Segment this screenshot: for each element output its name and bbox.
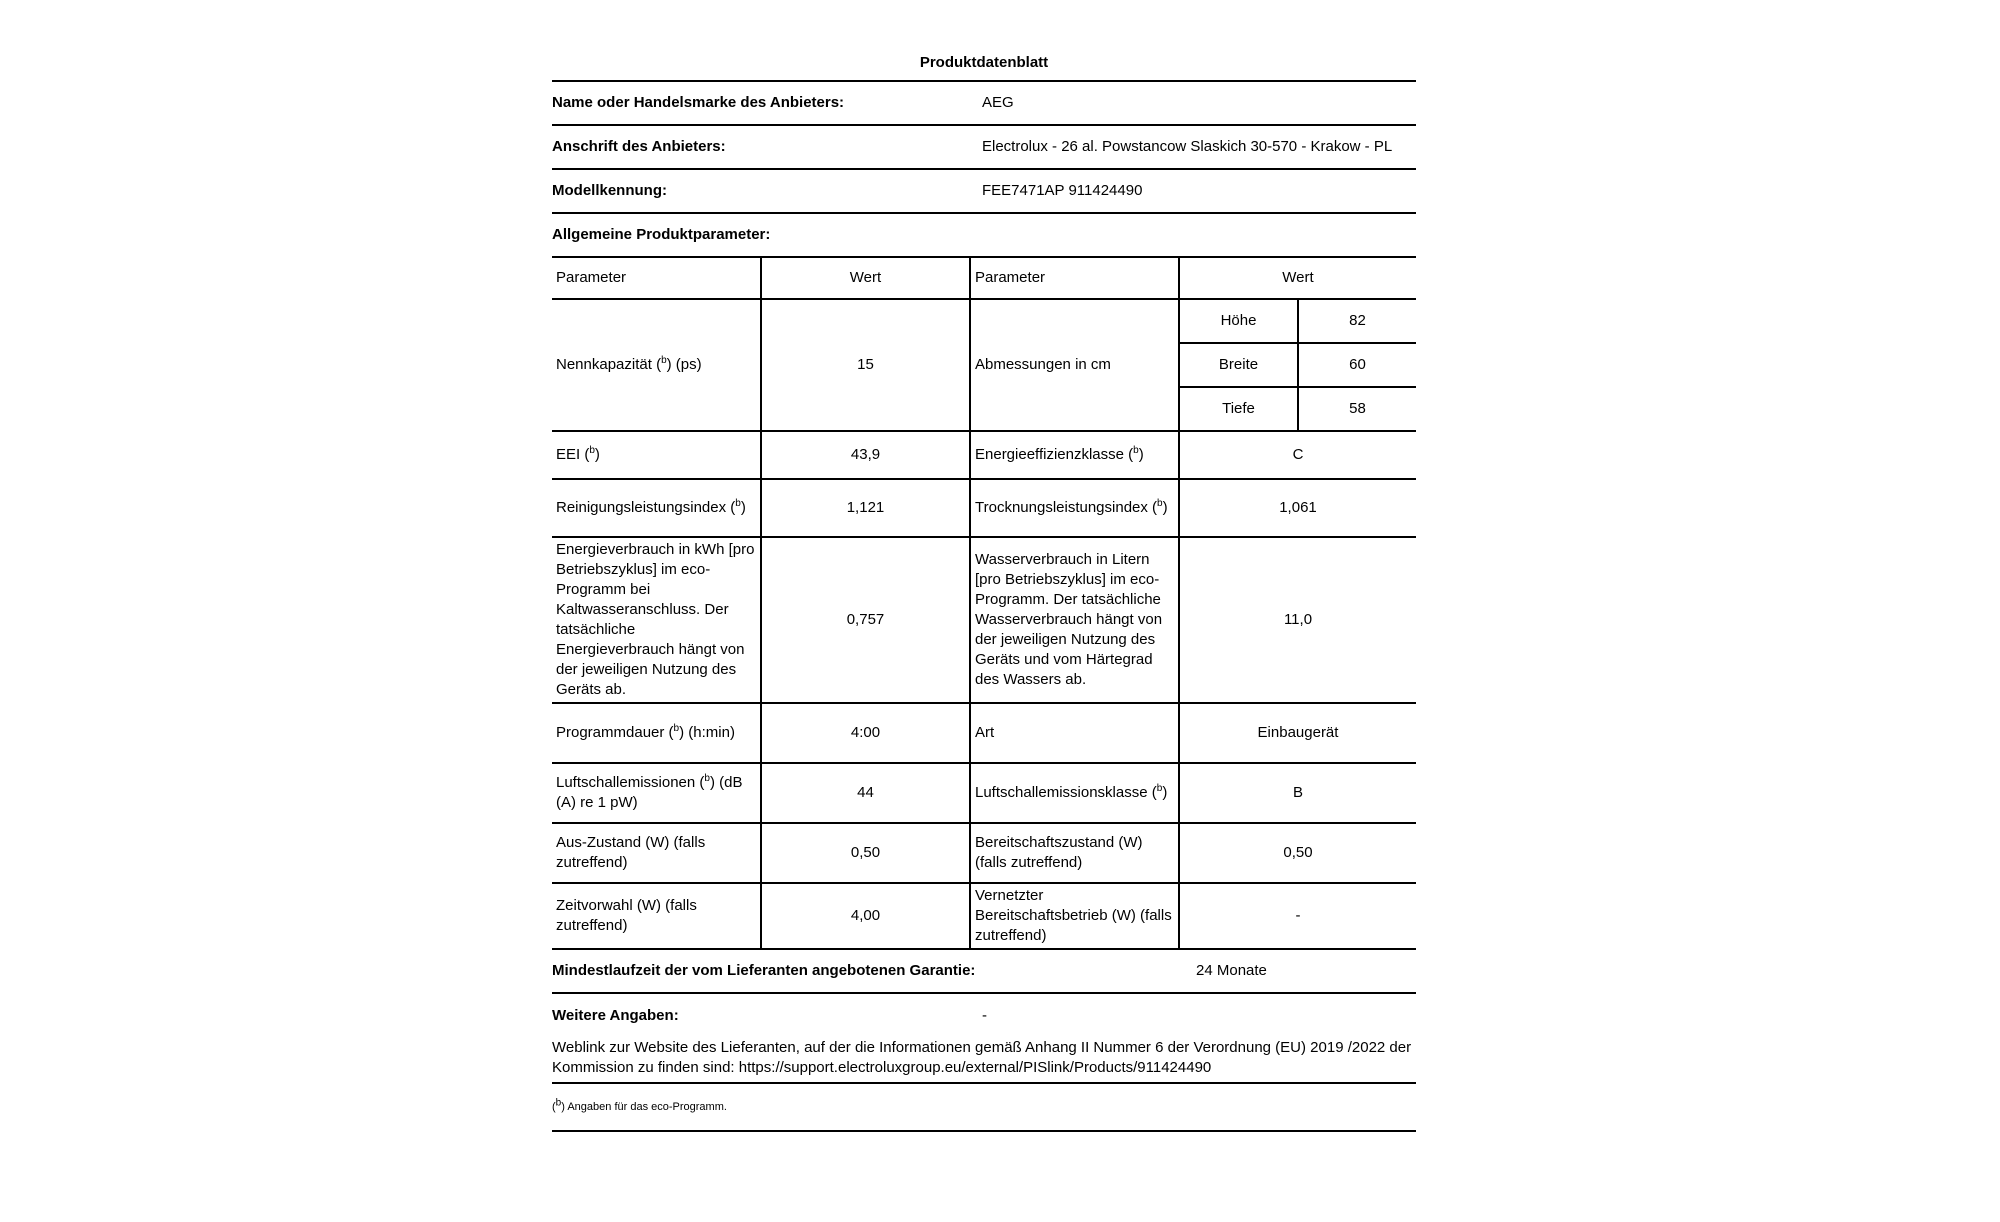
more-info-label: Weitere Angaben: [552, 1007, 679, 1024]
delay-start-value: 4,00 [761, 883, 970, 949]
networked-standby-label: Vernetzter Bereitschaftsbetrieb (W) (falls zutreffend) [970, 883, 1179, 949]
width-label: Breite [1180, 343, 1298, 387]
type-value: Einbaugerät [1179, 703, 1416, 763]
table-row [552, 431, 1416, 479]
model-label: Modellkennung: [552, 182, 667, 199]
capacity-value: 15 [761, 299, 970, 431]
duration-label: Programmdauer ($^b$) (h:min) [552, 703, 761, 763]
delay-start-label: Zeitvorwahl (W) (falls zutreffend) [552, 883, 761, 949]
product-data-sheet [552, 50, 1416, 1132]
general-heading-row [552, 214, 1416, 256]
energy-use-label: Energieverbrauch in kWh [pro Betriebszyklus] im eco-Programm bei Kaltwasseranschluss. Der tatsächliche Energieverbrauch hängt von der jeweiligen Nutzung des Geräts ab. [552, 537, 761, 703]
more-info-row [552, 994, 1416, 1038]
capacity-label: Nennkapazität ($^b$) (ps) [552, 299, 761, 431]
water-use-value: 11,0 [1179, 537, 1416, 703]
table-row [552, 299, 1416, 431]
cleaning-label: Reinigungsleistungsindex ($^b$) [552, 479, 761, 537]
table-row [552, 479, 1416, 537]
energy-class-value: C [1179, 431, 1416, 479]
warranty-value: 24 Monate [1196, 962, 1267, 979]
depth-value: 58 [1349, 400, 1366, 417]
table-row [552, 883, 1416, 949]
off-mode-label: Aus-Zustand (W) (falls zutreffend) [552, 823, 761, 883]
header-value-2: Wert [1179, 257, 1416, 299]
height-value: 82 [1298, 300, 1416, 343]
header-parameter-2: Parameter [970, 257, 1179, 299]
energy-class-label: Energieeffizienzklasse ($^b$) [970, 431, 1179, 479]
model-value: FEE7471AP 911424490 [982, 182, 1143, 199]
table-row [552, 823, 1416, 883]
address-value: Electrolux - 26 al. Powstancow Slaskich 30-570 - Krakow - PL [982, 138, 1393, 155]
model-row [552, 170, 1416, 214]
drying-label: Trocknungsleistungsindex ($^b$) [970, 479, 1179, 537]
address-label: Anschrift des Anbieters: [552, 138, 726, 155]
footnote: (b) Angaben für das eco-Programm. [552, 1084, 1416, 1132]
supplier-value: AEG [982, 94, 1014, 111]
noise-value: 44 [761, 763, 970, 823]
warranty-row [552, 950, 1416, 994]
general-heading: Allgemeine Produktparameter: [552, 226, 771, 243]
address-row [552, 126, 1416, 170]
dimensions-label: Abmessungen in cm [970, 299, 1179, 431]
supplier-row [552, 82, 1416, 126]
standby-value: 0,50 [1179, 823, 1416, 883]
warranty-label: Mindestlaufzeit der vom Lieferanten angebotenen Garantie: [552, 962, 976, 979]
eei-value: 43,9 [761, 431, 970, 479]
cleaning-value: 1,121 [761, 479, 970, 537]
noise-label: Luftschallemissionen ($^b$) (dB (A) re 1 pW) [552, 763, 761, 823]
width-value: 60 [1298, 343, 1416, 387]
supplier-label: Name oder Handelsmarke des Anbieters: [552, 94, 845, 111]
weblink-text: Weblink zur Website des Lieferanten, auf der die Informationen gemäß Anhang II Nummer 6 der Verordnung (EU) 2019 /2022 der Kommission zu finden sind: https://support.electroluxgroup.eu/external/PISlink/Products/911424490 [552, 1038, 1416, 1084]
dimensions-table [1180, 300, 1416, 430]
more-info-value: - [982, 1007, 987, 1024]
noise-class-label: Luftschallemissionsklasse ($^b$) [970, 763, 1179, 823]
duration-value: 4:00 [761, 703, 970, 763]
depth-label: Tiefe [1180, 387, 1298, 430]
table-row [552, 537, 1416, 703]
eei-label: EEI ($^b$) [552, 431, 761, 479]
parameter-table [552, 256, 1416, 950]
off-mode-value: 0,50 [761, 823, 970, 883]
dimensions-cell [1179, 299, 1416, 431]
drying-value: 1,061 [1179, 479, 1416, 537]
header-parameter-1: Parameter [552, 257, 761, 299]
height-label: Höhe [1180, 300, 1298, 343]
table-row [552, 703, 1416, 763]
table-row [552, 763, 1416, 823]
type-label: Art [970, 703, 1179, 763]
page-title: Produktdatenblatt [919, 54, 1049, 71]
standby-label: Bereitschaftszustand (W) (falls zutreffend) [970, 823, 1179, 883]
table-header-row [552, 257, 1416, 299]
energy-use-value: 0,757 [761, 537, 970, 703]
header-value-1: Wert [761, 257, 970, 299]
water-use-label: Wasserverbrauch in Litern [pro Betriebszyklus] im eco-Programm. Der tatsächliche Wasserverbrauch hängt von der jeweiligen Nutzung des Geräts und vom Härtegrad des Wassers ab. [970, 537, 1179, 703]
noise-class-value: B [1179, 763, 1416, 823]
networked-standby-value: - [1179, 883, 1416, 949]
